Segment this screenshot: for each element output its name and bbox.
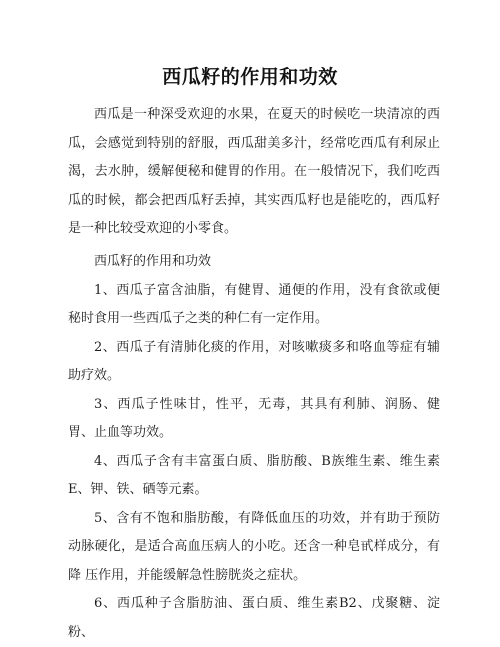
section-block (68, 248, 440, 647)
intro-block (68, 101, 440, 244)
list-item: 4、西瓜子含有丰富蛋白质、脂肪酸、B族维生素、维生素E、钾、铁、硒等元素。 (68, 453, 440, 497)
intro-paragraph: 西瓜是一种深受欢迎的水果，在夏天的时候吃一块清凉的西 瓜，会感觉到特别的舒服，西瓜甜美多汁，经常吃西瓜有利尿止 渴，去水肿，缓解便秘和健胃的作用。在一般情况下，我们吃西 瓜的时候，都会把西瓜籽丢掉，其实西瓜籽也是能吃的，西瓜籽 是一种比较受欢迎的小零食。 (68, 107, 440, 236)
list-item: 1、西瓜子富含油脂，有健胃、通便的作用，没有食欲或便秘时食用一些西瓜子之类的种仁有一定作用。 (68, 282, 440, 326)
list-item: 6、西瓜种子含脂肪油、蛋白质、维生素B2、戊聚糖、淀粉、 (68, 596, 440, 640)
document-title: 西瓜籽的作用和功效 (162, 66, 338, 88)
list-item: 3、西瓜子性味甘，性平，无毒，其具有利肺、润肠、健胃、止血等功效。 (68, 396, 440, 440)
section-heading: 西瓜籽的作用和功效 (94, 254, 212, 269)
list-item: 2、西瓜子有清肺化痰的作用，对咳嗽痰多和咯血等症有辅助疗效。 (68, 339, 440, 383)
list-item: 5、含有不饱和脂肪酸，有降低血压的功效，并有助于预防动脉硬化，是适合高血压病人的小吃。还含一种皂甙样成分，有降 压作用，并能缓解急性膀胱炎之症状。 (68, 510, 440, 583)
